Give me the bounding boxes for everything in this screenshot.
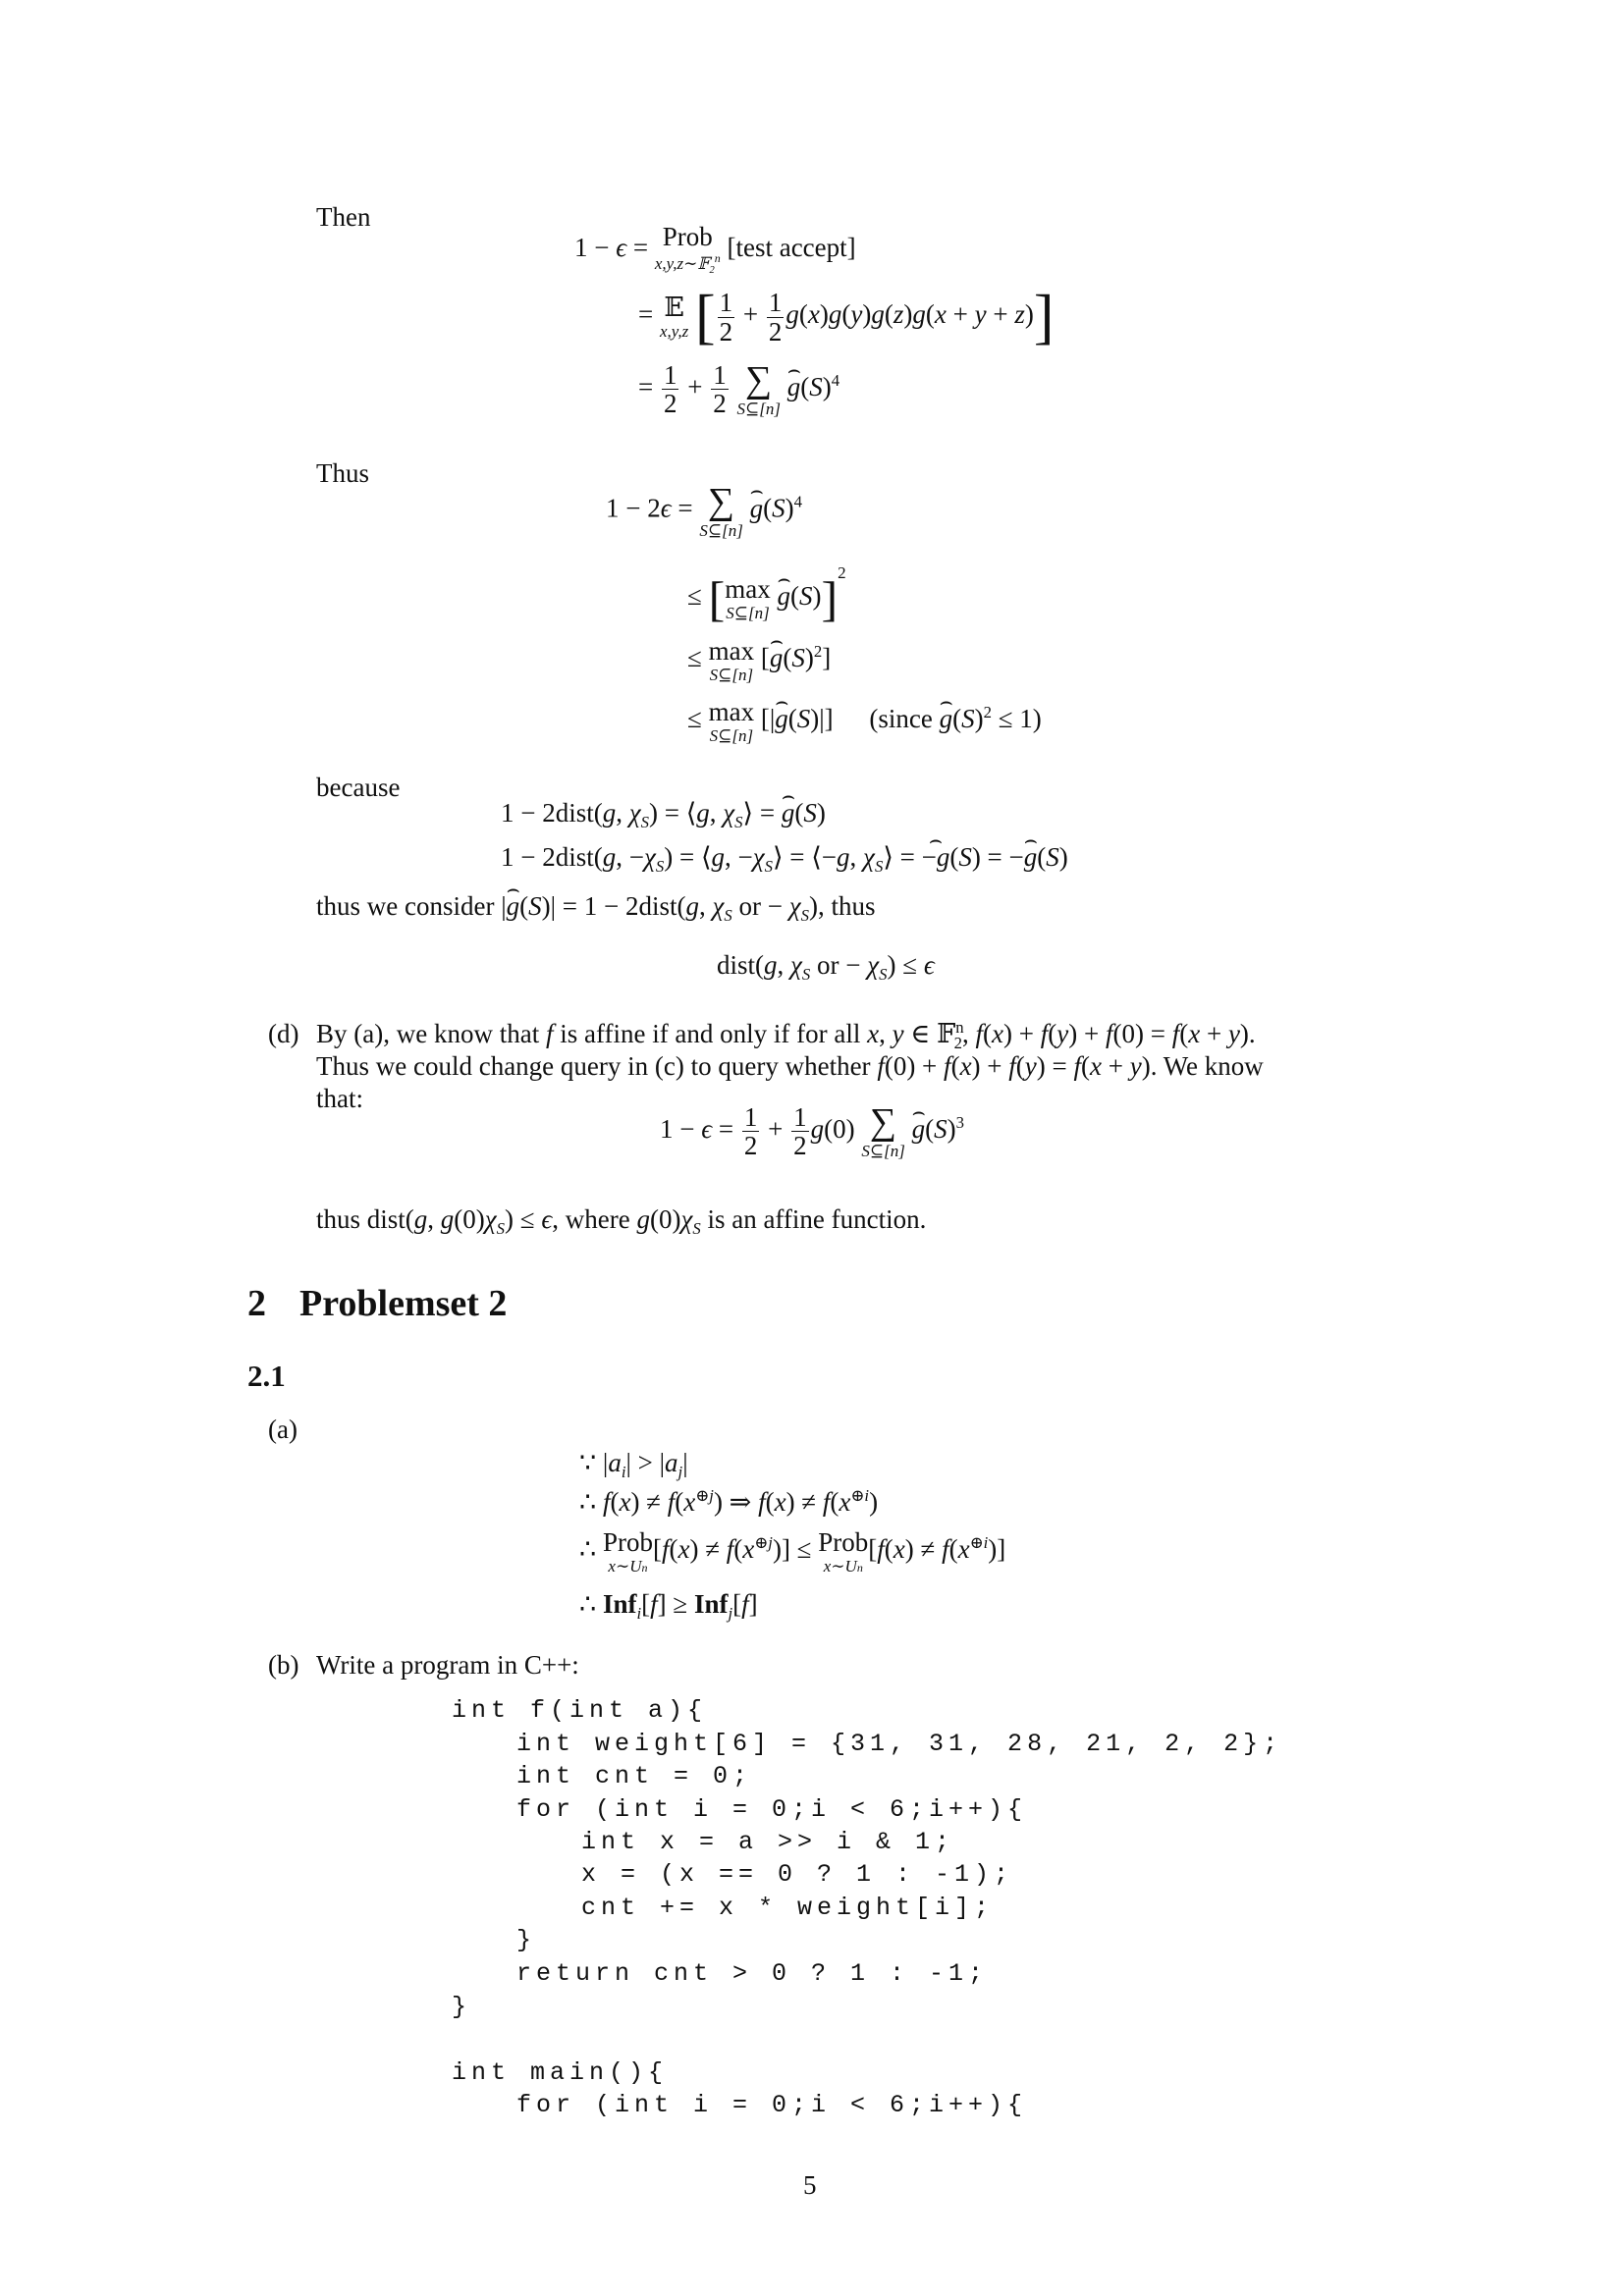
consider-suffix: , thus <box>818 891 876 921</box>
code-line-8: } <box>516 1926 537 1954</box>
dist-word-3: dist <box>717 950 756 980</box>
part-d-marker: (d) <box>268 1019 299 1048</box>
eq-1-line-1: 1 − ϵ = Prob x,y,z∼𝔽$_2^n$ [test accept] <box>574 222 856 276</box>
code-line-12: int main(){ <box>452 2058 669 2087</box>
max-operator-1: max <box>725 573 771 604</box>
eq-1-line-3: = $\frac{1}{2}$ + $\frac{1}{2}$ ∑ S⊆[n] ⌢ $g(S)^4$ <box>638 361 839 418</box>
code-line-4: for (int i = 0;i < 6;i++){ <box>516 1795 1028 1824</box>
max-operator-2: max <box>708 636 755 666</box>
part-d-line-2b: . We know <box>1150 1051 1264 1081</box>
eq-5-line-2: ∴ $f(x) \ne f(x^{\oplus j})$ ⇒ $f(x) \ne f(x^{\oplus i})$ <box>579 1486 879 1518</box>
eq-5-line-1: ∵ $|a_i| > |a_j|$ <box>579 1448 688 1481</box>
part-d-line-1: By (a), we know that f is affine if and only if for all x, y ∈ 𝔽$^n_2$, f(x) + f(y) + f(0) = f(x + y). <box>316 1018 1256 1052</box>
consider-prefix: thus we consider <box>316 891 495 921</box>
section-2-heading <box>247 1282 507 1327</box>
eq-2-line-1: 1 − 2ϵ = ∑ S⊆[n] ⌢ $g(S)^4$ <box>606 483 802 539</box>
part-d-line-1a: By (a), we know that <box>316 1019 540 1049</box>
test-accept-text: [test accept] <box>727 232 856 262</box>
thus-dist-line: thus dist(g, $g(0)\chi_S) \le \epsilon$, where $g(0)\chi_S$ is an affine function. <box>316 1204 927 1238</box>
where-word: , where <box>552 1204 630 1234</box>
consider-line: thus we consider |⌢ g(S)| = 1 − 2dist(g, $\chi_S$ or − $\chi_S$), thus <box>316 890 876 926</box>
section-number: 2 <box>247 1283 266 1324</box>
code-line-2: int weight[6] = {31, 31, 28, 21, 2, 2}; <box>516 1730 1283 1758</box>
part-d-line-2: Thus we could change query in (c) to query whether f(0) + f(x) + f(y) = f(x + y). We know <box>316 1051 1264 1081</box>
label-thus: Thus <box>316 458 369 488</box>
code-line-6: x = (x == 0 ? 1 : -1); <box>581 1860 1014 1889</box>
eq-5-line-4: ∴ Inf$_i$[f] ≥ Inf$_j$[f] <box>579 1589 758 1623</box>
part-d-line-2a: Thus we could change query in (c) to query whether <box>316 1051 871 1081</box>
page-number: 5 <box>803 2170 817 2200</box>
thus-dist-word: thus dist <box>316 1204 406 1234</box>
prob-operator-2: Prob <box>602 1527 653 1557</box>
eq-2-line-3: ≤ max S⊆[n] [⌢ $g(S)^2$] <box>687 638 831 683</box>
code-line-3: int cnt = 0; <box>516 1762 753 1790</box>
code-line-5: int x = a >> i & 1; <box>581 1828 955 1856</box>
label-then: Then <box>316 202 371 232</box>
part-b-marker: (b) <box>268 1650 299 1680</box>
part-d-line-1b: is affine if and only if for all <box>560 1019 861 1049</box>
dist-word-1: 2dist <box>542 798 594 828</box>
subsection-2-1-heading: 2.1 <box>247 1359 286 1393</box>
code-line-13: for (int i = 0;i < 6;i++){ <box>516 2091 1028 2119</box>
dist-word-2: 2dist <box>542 842 594 872</box>
label-because: because <box>316 773 401 802</box>
part-a-marker: (a) <box>268 1415 298 1444</box>
since-text: (since <box>869 704 933 734</box>
prob-operator: Prob <box>662 222 713 251</box>
section-title: Problemset 2 <box>299 1283 508 1324</box>
code-line-10: } <box>452 1993 472 2021</box>
eq-3-line-2: 1 − 2dist(g, $-\chi_S$) = ⟨g, $-\chi_S⟩$ = ⟨−g, $\chi_S⟩$ = ⌢ −g(S) = −⌢ g(S) <box>501 841 1068 877</box>
part-b-text: Write a program in C++: <box>316 1650 579 1680</box>
eq-4: 1 − ϵ = $\frac{1}{2}$ + $\frac{1}{2}$ g(0) ∑ S⊆[n] ⌢ $g(S)^3$ <box>660 1103 964 1160</box>
eq-3-line-1: 1 − 2dist(g, $\chi_S$) = ⟨g, $\chi_S⟩$ = ⌢ g(S) <box>501 797 826 832</box>
eq-dist-bound: dist(g, $\chi_S$ or − $\chi_S) \le \epsilon$ <box>717 950 935 984</box>
eq-5-line-3: ∴ Prob x∼Un $[f(x) \ne f(x^{\oplus j})]$ ≤ Prob x∼Un $[f(x) \ne f(x^{\oplus i})]$ <box>579 1527 1006 1575</box>
max-operator-3: max <box>708 697 755 726</box>
code-line-9: return cnt > 0 ? 1 : -1; <box>516 1959 989 1988</box>
eq-2-line-4: ≤ max S⊆[n] [|⌢ g(S)|] (since ⌢ $g(S)^2 \le 1$) <box>687 699 1042 744</box>
or-word-1: or <box>738 891 761 921</box>
prob-operator-3: Prob <box>818 1527 869 1557</box>
code-line-1: int f(int a){ <box>452 1696 708 1725</box>
eq-2-line-2: ≤ [ max S⊆[n] ⌢ g(S)]$^2$ <box>687 563 846 623</box>
affine-phrase: is an affine function. <box>707 1204 927 1234</box>
part-d-line-3: that: <box>316 1084 363 1113</box>
or-word-2: or <box>817 950 839 980</box>
eq-1-line-2: = 𝔼 x,y,z [ $\frac{1}{2}$ + $\frac{1}{2}$ g(x)g(y)g(z)g(x + y + z)] <box>638 284 1055 350</box>
code-line-7: cnt += x * weight[i]; <box>581 1894 995 1922</box>
